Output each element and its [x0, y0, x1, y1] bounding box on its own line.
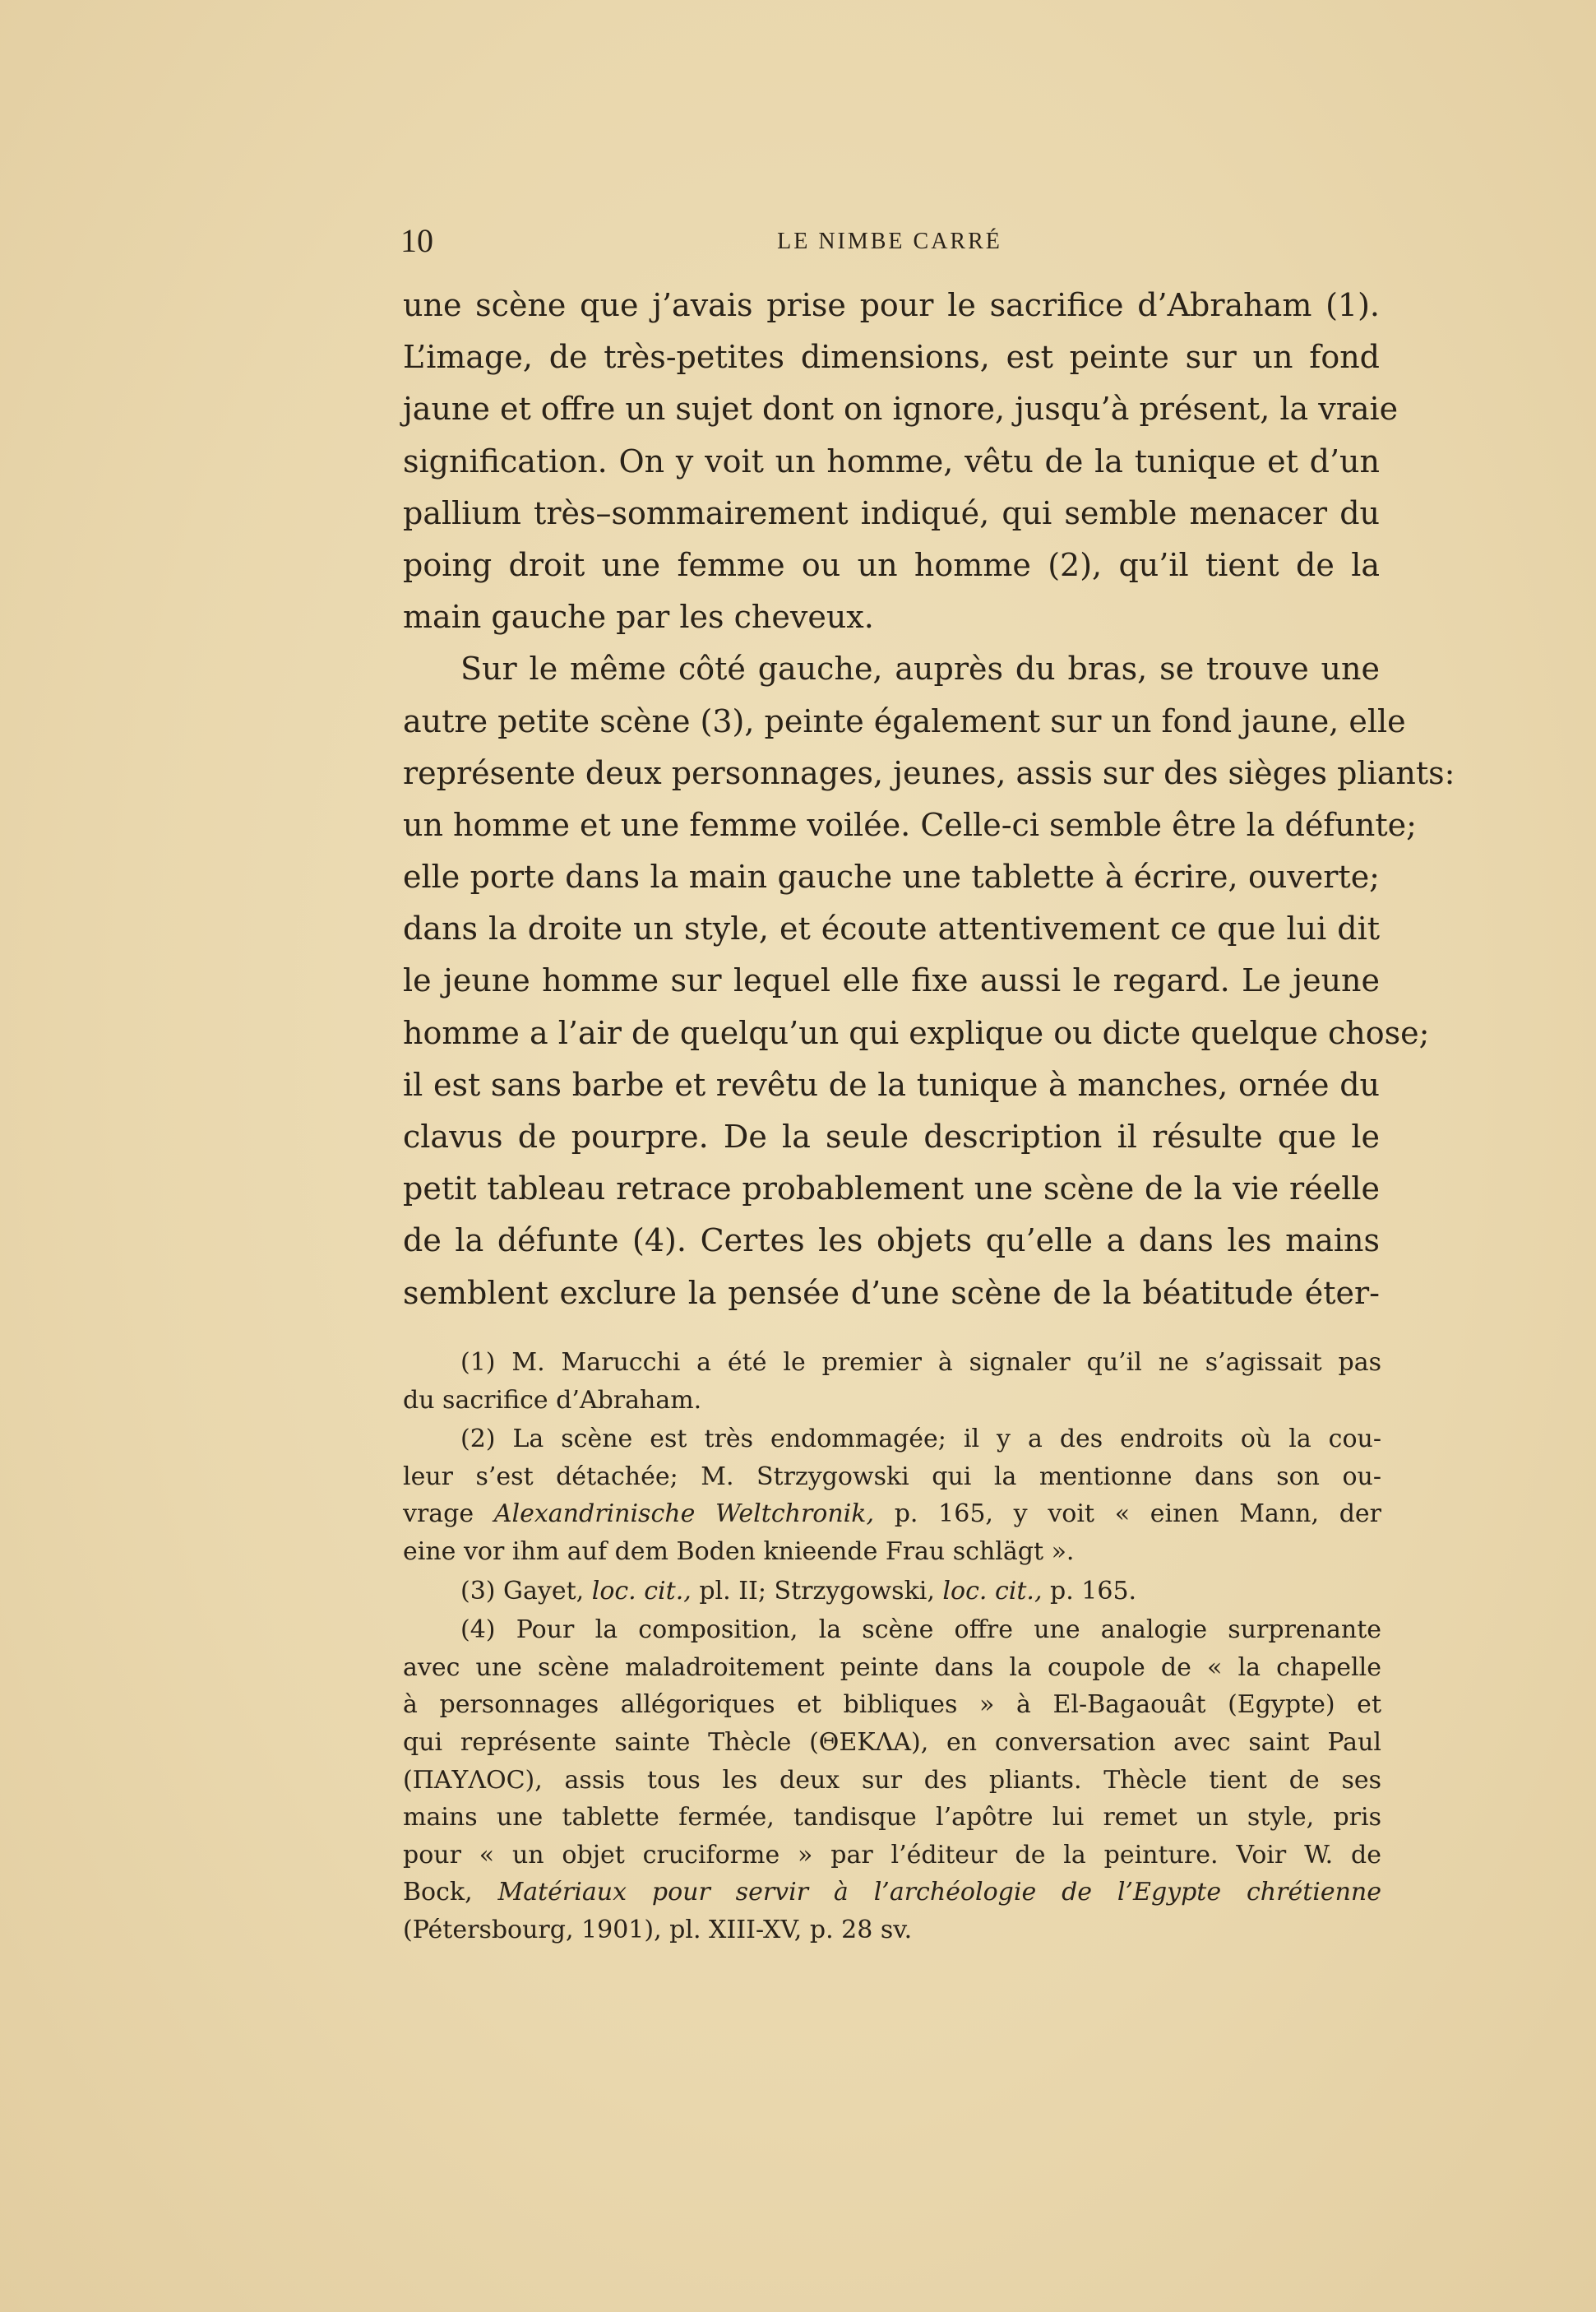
- text-line: petit tableau retrace probablement une scène de la vie réelle: [403, 1170, 1380, 1207]
- footnote-2-text: p. 165, y voit « einen Mann, der: [874, 1499, 1382, 1529]
- footnote-4-book-title: Matériaux pour servir à l’archéologie de l’Egypte chrétienne: [497, 1878, 1382, 1907]
- text-line: le jeune homme sur lequel elle fixe aussi le regard. Le jeune: [403, 962, 1380, 999]
- text-line: jaune et offre un sujet dont on ignore, jusqu’à présent, la vraie: [403, 391, 1399, 428]
- footnote-4-line: (ΠΑΥΛΟϹ), assis tous les deux sur des pliants. Thècle tient de ses: [403, 1765, 1381, 1795]
- text-line: semblent exclure la pensée d’une scène de la béatitude éter-: [403, 1274, 1380, 1311]
- text-line: de la défunte (4). Certes les objets qu’elle a dans les mains: [403, 1222, 1380, 1259]
- text-line: il est sans barbe et revêtu de la tunique à manches, ornée du: [403, 1066, 1380, 1103]
- footnote-3-citation: loc. cit.,: [942, 1576, 1043, 1605]
- text-line: dans la droite un style, et écoute attentivement ce que lui dit: [403, 910, 1380, 948]
- text-line: pallium très–sommairement indiqué, qui semble menacer du: [403, 494, 1380, 531]
- page-number: 10: [400, 222, 433, 259]
- text-line: un homme et une femme voilée. Celle-ci semble être la défunte;: [403, 806, 1417, 843]
- footnote-4-line: (4) Pour la composition, la scène offre une analogie surprenante: [460, 1615, 1381, 1645]
- footnote-4-line: à personnages allégoriques et bibliques » à El-Bagaouât (Egypte) et: [403, 1690, 1381, 1720]
- footnote-4-line: qui représente sainte Thècle (ΘΕΚΛΑ), en conversation avec saint Paul: [403, 1727, 1381, 1757]
- footnote-1-line: (1) M. Marucchi a été le premier à signaler qu’il ne s’agissait pas: [460, 1348, 1381, 1377]
- body-text: [403, 280, 1455, 1319]
- footnote-2-book-title: Alexandrinische Weltchronik,: [493, 1499, 874, 1529]
- footnote-2-line: [403, 1495, 1381, 1533]
- footnote-2-line: leur s’est détachée; M. Strzygowski qui la mentionne dans son ou-: [403, 1462, 1381, 1491]
- footnote-4-line: mains une tablette fermée, tandisque l’apôtre lui remet un style, pris: [403, 1803, 1381, 1832]
- text-line: représente deux personnages, jeunes, assis sur des sièges pliants:: [403, 754, 1455, 791]
- footnote-1-line: du sacrifice d’Abraham.: [403, 1385, 702, 1415]
- footnote-3-line: [403, 1573, 1381, 1610]
- text-line: signification. On y voit un homme, vêtu de la tunique et d’un: [403, 442, 1380, 480]
- footnote-4-line: [403, 1874, 1381, 1911]
- text-line: une scène que j’avais prise pour le sacrifice d’Abraham (1).: [403, 287, 1380, 323]
- footnote-4-line: (Pétersbourg, 1901), pl. XIII-XV, p. 28 sv.: [403, 1915, 913, 1944]
- footnote-2-line: eine vor ihm auf dem Boden knieende Frau schlägt ».: [403, 1536, 1075, 1566]
- text-line: L’image, de très-petites dimensions, est peinte sur un fond: [403, 339, 1380, 376]
- footnote-2-text: vrage: [403, 1499, 494, 1529]
- text-line: elle porte dans la main gauche une tablette à écrire, ouverte;: [403, 859, 1380, 896]
- footnote-3-citation: loc. cit.,: [591, 1576, 692, 1605]
- footnote-3-text: (3) Gayet,: [460, 1576, 592, 1605]
- footnote-4-line: avec une scène maladroitement peinte dans la coupole de « la chapelle: [403, 1652, 1381, 1682]
- text-line: Sur le même côté gauche, auprès du bras, se trouve une: [460, 651, 1380, 688]
- footnote-2-line: (2) La scène est très endommagée; il y a des endroits où la cou-: [460, 1425, 1381, 1454]
- text-line: clavus de pourpre. De la seule description il résulte que le: [403, 1119, 1380, 1155]
- text-line: homme a l’air de quelqu’un qui explique ou dicte quelque chose;: [403, 1014, 1430, 1051]
- running-head: [400, 220, 1379, 262]
- footnote-4-text: Bock,: [403, 1878, 498, 1907]
- footnotes: [403, 1344, 1381, 1949]
- text-line: autre petite scène (3), peinte également sur un fond jaune, elle: [403, 702, 1406, 739]
- footnote-3-text: p. 165.: [1042, 1576, 1137, 1605]
- running-title: LE NIMBE CARRÉ: [777, 229, 1002, 254]
- text-line: main gauche par les cheveux.: [403, 599, 874, 636]
- footnote-4-line: pour « un objet cruciforme » par l’éditeur de la peinture. Voir W. de: [403, 1840, 1381, 1870]
- text-line: poing droit une femme ou un homme (2), qu’il tient de la: [403, 546, 1380, 583]
- footnote-3-text: pl. II; Strzygowski,: [691, 1576, 943, 1605]
